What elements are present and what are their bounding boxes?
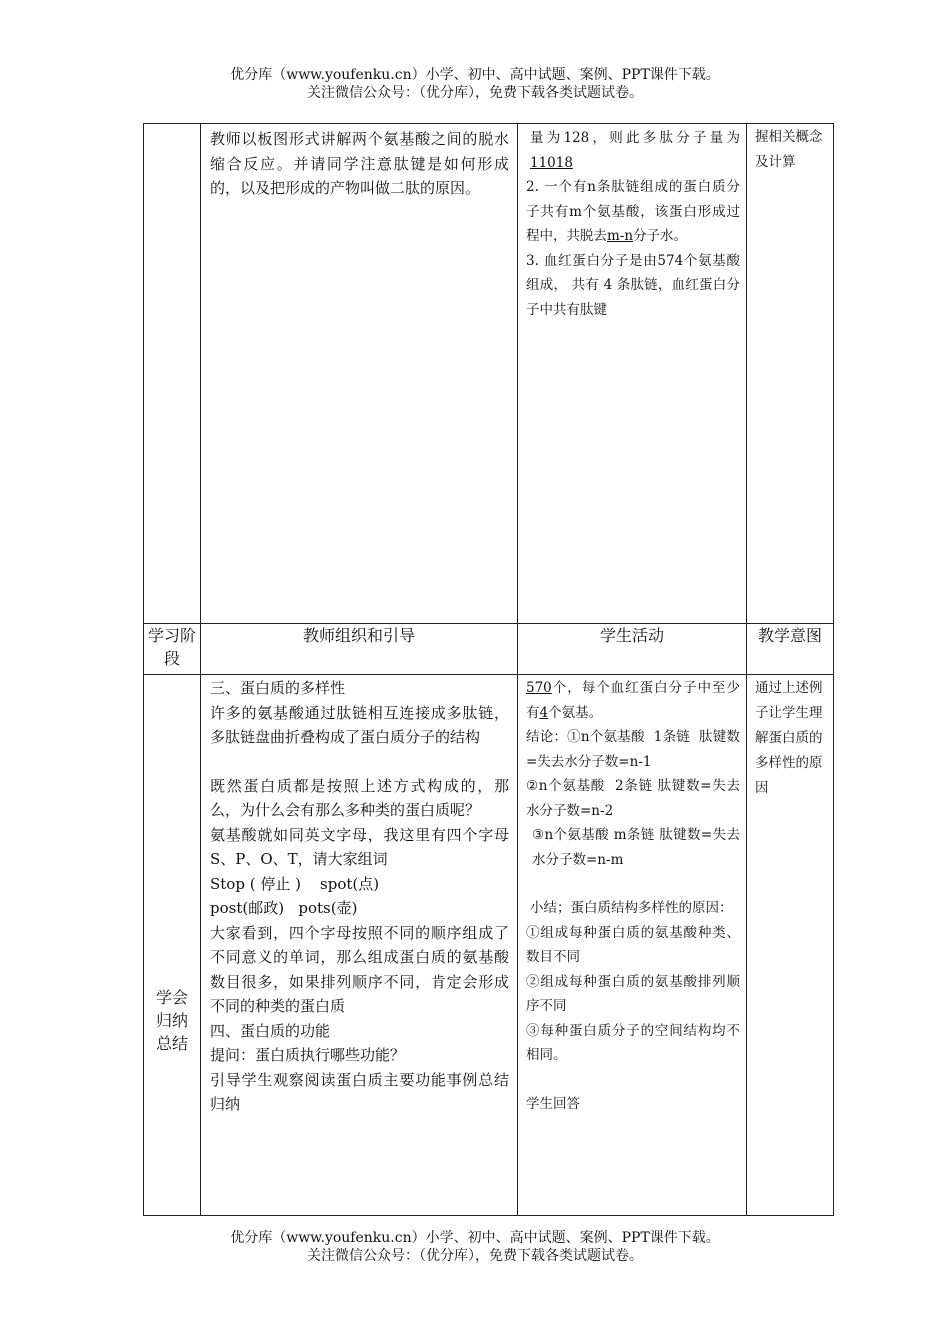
intent-text: 握相关概念及计算 xyxy=(755,129,823,170)
teacher-text: 三、蛋白质的多样性 xyxy=(210,679,346,697)
header-teacher: 教师组织和引导 xyxy=(201,624,518,675)
header-stage: 学习阶段 xyxy=(144,624,201,675)
student-text: ①组成每种蛋白质的氨基酸种类、数目不同 xyxy=(526,924,740,965)
student-text: 个氨基。 xyxy=(548,704,603,721)
student-text: 学生回答 xyxy=(526,1095,580,1112)
header-intent: 教学意图 xyxy=(747,624,834,675)
header-student: 学生活动 xyxy=(518,624,747,675)
header-line-2: 关注微信公众号：（优分库），免费下载各类试题试卷。 xyxy=(307,85,643,101)
teacher-text: 引导学生观察阅读蛋白质主要功能事例总结归纳 xyxy=(210,1070,509,1113)
footer-line-1: 优分库（www.youfenku.cn）小学、初中、高中试题、案例、PPT课件下载。 xyxy=(230,1230,720,1246)
teacher-text: Stop ( 停止 ) spot(点) xyxy=(210,874,380,893)
footer-line-2: 关注微信公众号：（优分库），免费下载各类试题试卷。 xyxy=(307,1248,643,1264)
teacher-text: 氨基酸就如同英文字母，我这里有四个字母S、P、O、T，请大家组词 xyxy=(210,825,509,868)
teacher-text: 教师以板图形式讲解两个氨基酸之间的脱水缩合反应。并请同学注意肽键是如何形成的，以及把形成的产物叫做二肽的原因。 xyxy=(210,130,509,197)
teacher-text: 既然蛋白质都是按照上述方式构成的，那么，为什么会有那么多种类的蛋白质呢？ xyxy=(210,776,509,819)
student-cell xyxy=(518,124,747,624)
student-text: 量为128，则此多肽分子量为 xyxy=(530,130,740,146)
student-text: 结论：①n个氨基酸 1条链 肽键数=失去水分子数=n-1 xyxy=(526,729,740,770)
stage-cell xyxy=(144,675,201,1216)
stage-label: 学会归纳总结 xyxy=(156,987,189,1053)
student-text: ②n个氨基酸 2条链 肽键数=失去水分子数=n-2 xyxy=(526,778,740,819)
answer-blank: 570 xyxy=(526,680,552,696)
student-text: 个，每个血红蛋白分子中至少有 xyxy=(526,680,740,721)
answer-blank: 11018 xyxy=(530,154,573,171)
student-text: ③每种蛋白质分子的空间结构均不相同。 xyxy=(526,1022,740,1063)
page-footer xyxy=(0,1229,950,1265)
student-text: 3. 血红蛋白分子是由574个氨基酸组成， 共有 4 条肽链，血红蛋白分子中共有肽键 xyxy=(526,252,740,318)
stage-cell xyxy=(144,124,201,624)
intent-text: 通过上述例子让学生理解蛋白质的多样性的原因 xyxy=(755,680,823,796)
teacher-text: 提问：蛋白质执行哪些功能？ xyxy=(210,1046,406,1064)
header-line-1: 优分库（www.youfenku.cn）小学、初中、高中试题、案例、PPT课件下载。 xyxy=(230,67,720,83)
table-row xyxy=(144,124,834,624)
lesson-table xyxy=(143,123,834,1216)
intent-cell xyxy=(747,675,834,1216)
student-text: 分子水。 xyxy=(633,228,688,244)
teacher-text: 四、蛋白质的功能 xyxy=(210,1021,331,1040)
table-header-row xyxy=(144,624,834,675)
student-text: 小结；蛋白质结构多样性的原因： xyxy=(530,900,733,916)
student-text: 2. 一个有n条肽链组成的蛋白质分子共有m个氨基酸，该蛋白形成过程中，共脱去 xyxy=(526,179,740,244)
teacher-text: 许多的氨基酸通过肽链相互连接成多肽链，多肽链盘曲折叠构成了蛋白质分子的结构 xyxy=(210,703,509,746)
intent-cell xyxy=(747,124,834,624)
teacher-cell xyxy=(201,675,518,1216)
student-text: ③n个氨基酸 m条链 肽键数=失去水分子数=n-m xyxy=(532,827,740,868)
teacher-cell xyxy=(201,124,518,624)
student-cell xyxy=(518,675,747,1216)
page-header xyxy=(0,66,950,102)
answer-blank: m-n xyxy=(607,228,634,244)
table-row xyxy=(144,675,834,1216)
student-text: ②组成每种蛋白质的氨基酸排列顺序不同 xyxy=(526,973,740,1014)
answer-blank: 4 xyxy=(539,704,549,721)
teacher-text: 大家看到，四个字母按照不同的顺序组成了不同意义的单词，那么组成蛋白质的氨基酸数目很多，如果排列顺序不同，肯定会形成不同的种类的蛋白质 xyxy=(210,923,509,1015)
teacher-text: post(邮政) pots(壶) xyxy=(210,899,358,917)
